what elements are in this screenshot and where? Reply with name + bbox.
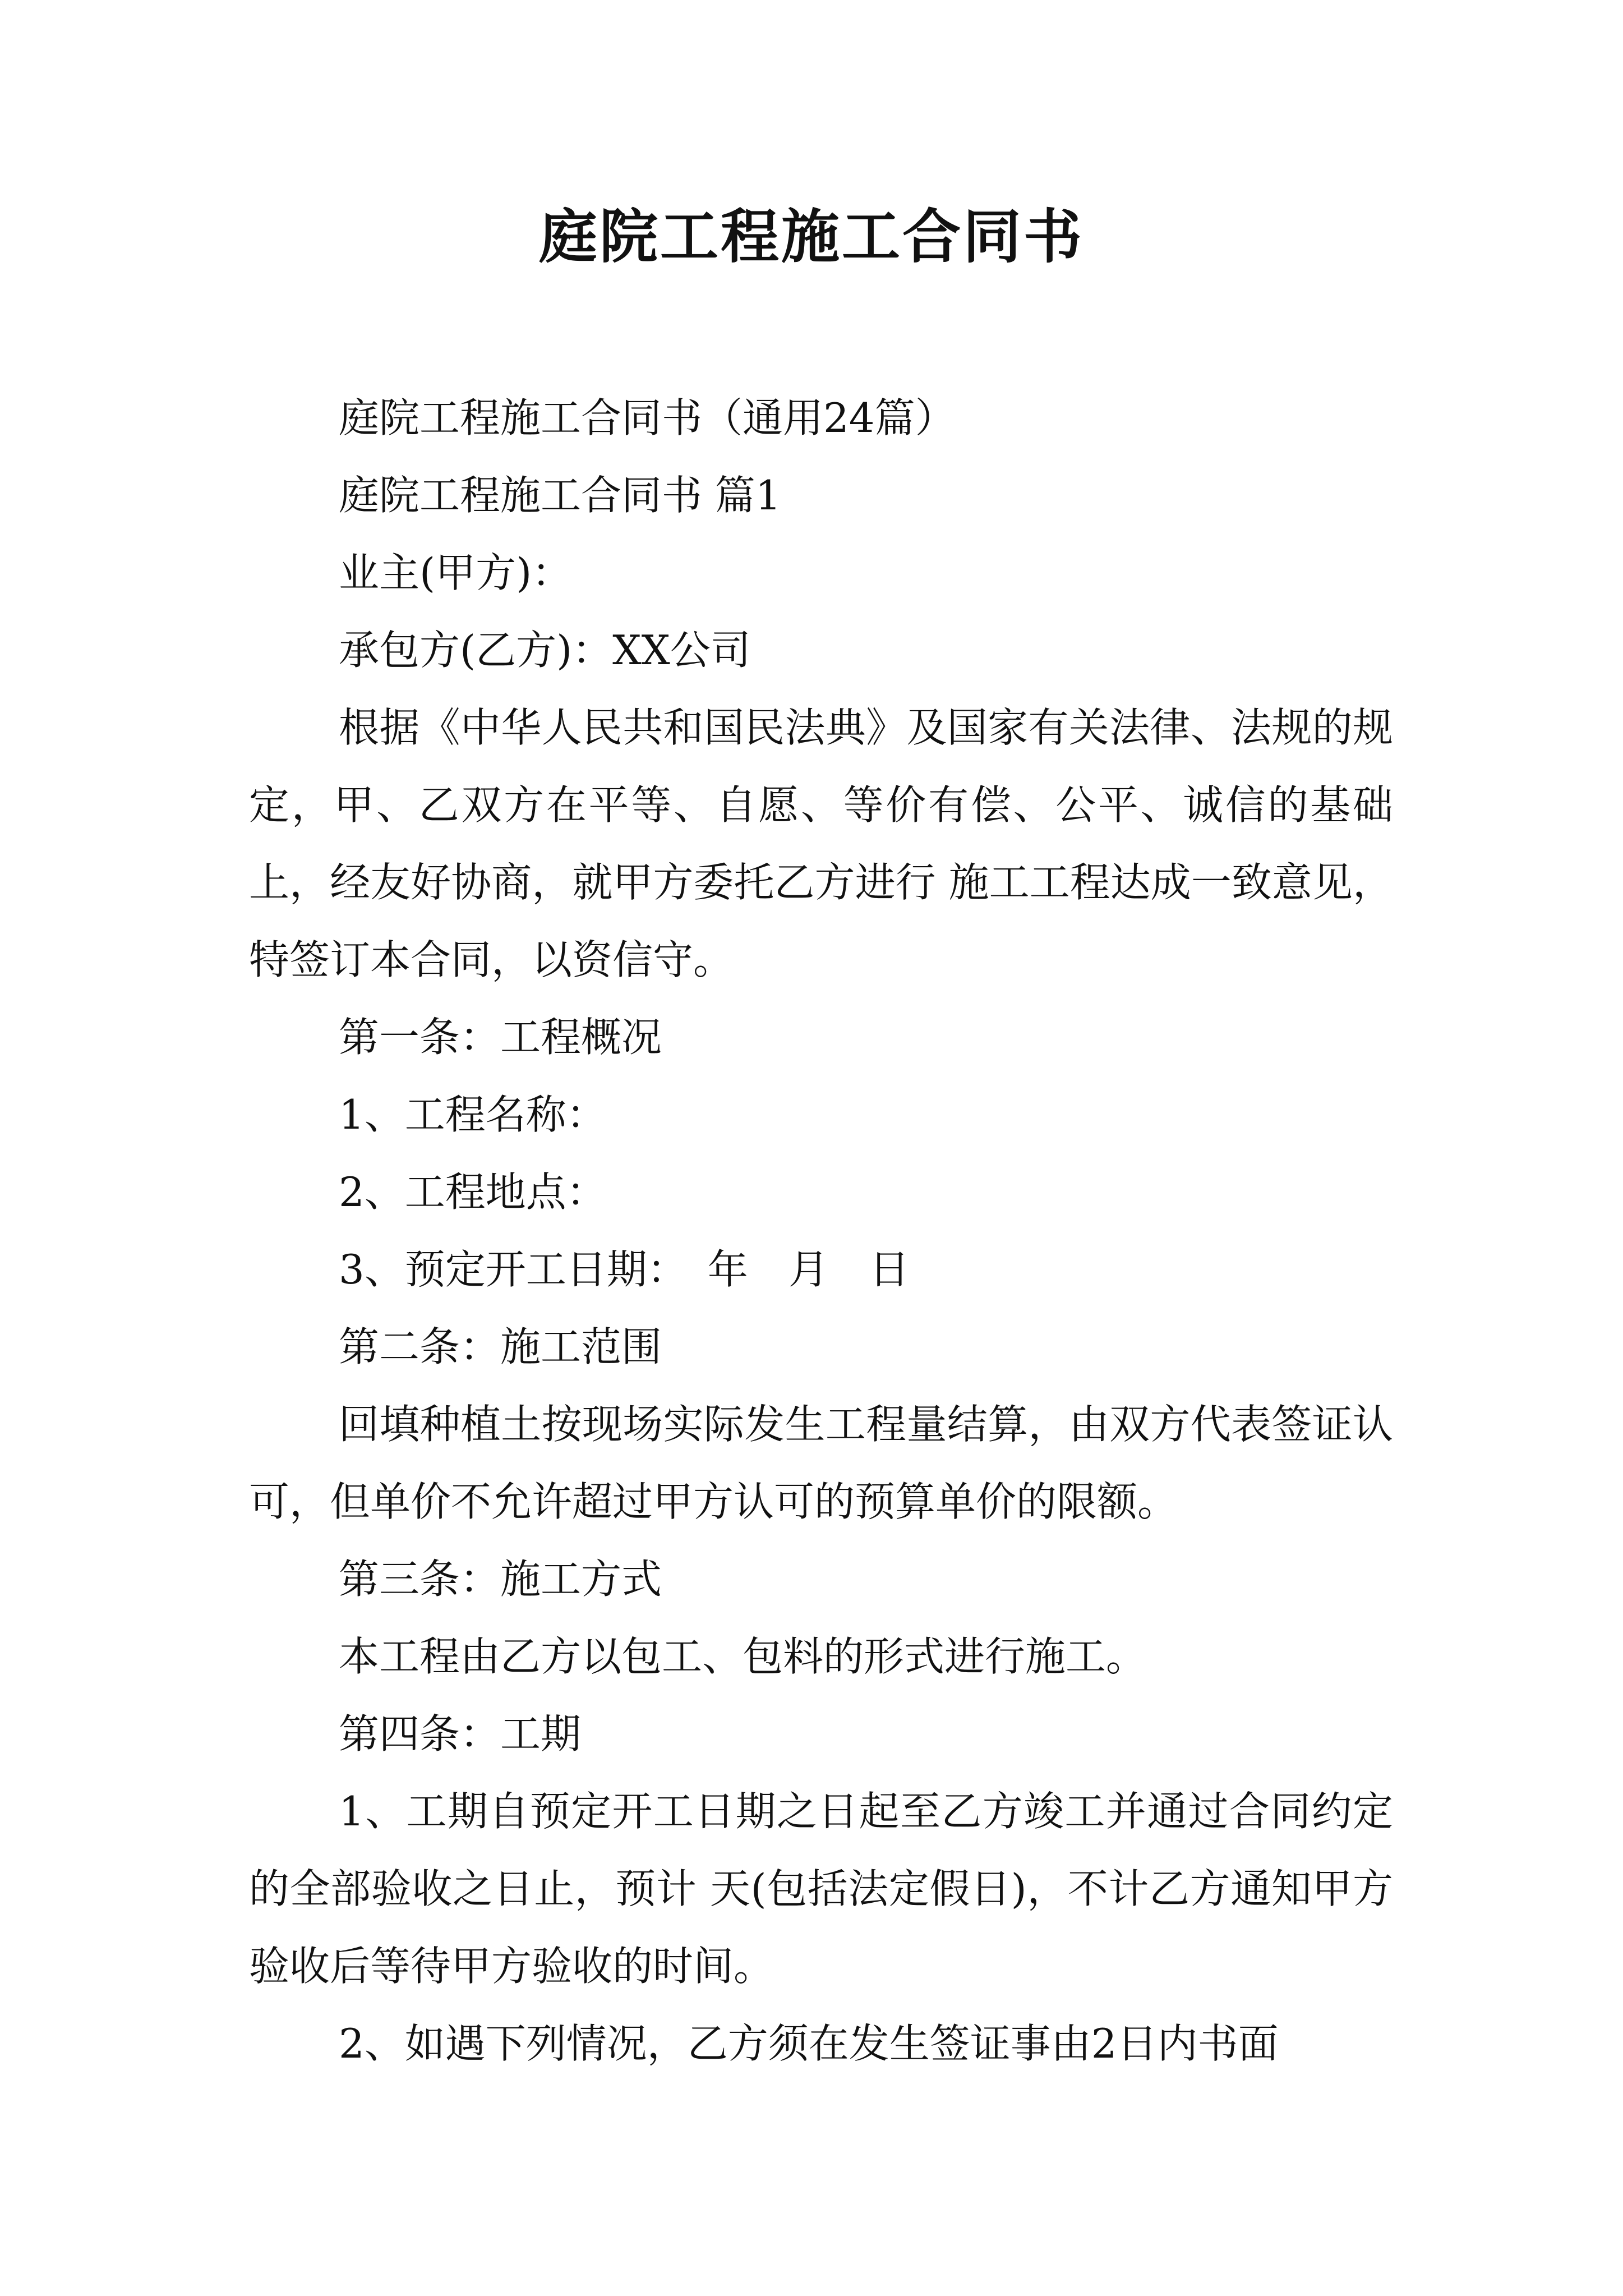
paragraph: 2、如遇下列情况，乙方须在发生签证事由2日内书面 bbox=[339, 2020, 1279, 2067]
paragraph: 第三条：施工方式 bbox=[339, 1556, 662, 1603]
paragraph: 庭院工程施工合同书 篇1 bbox=[339, 472, 781, 519]
paragraph: 第二条：施工范围 bbox=[339, 1323, 662, 1370]
paragraph: 第四条：工期 bbox=[339, 1710, 582, 1757]
paragraph: 根据《中华人民共和国民法典》及国家有关法律、法规的规定，甲、乙双方在平等、自愿、等价有偿、公平、诚信的基础上，经友好协商，就甲方委托乙方进行 施工工程达成一致意见，特签订本合同，以资信守。 bbox=[249, 704, 1393, 983]
paragraph: 1、工期自预定开工日期之日起至乙方竣工并通过合同约定的全部验收之日止，预计 天(包括法定假日)，不计乙方通知甲方验收后等待甲方验收的时间。 bbox=[249, 1788, 1393, 1990]
paragraph: 第一条：工程概况 bbox=[339, 1014, 662, 1061]
paragraph: 回填种植土按现场实际发生工程量结算，由双方代表签证认可，但单价不允许超过甲方认可的预算单价的限额。 bbox=[249, 1401, 1393, 1525]
paragraph: 2、工程地点： bbox=[339, 1168, 607, 1216]
paragraph: 业主(甲方)： bbox=[339, 549, 573, 596]
paragraph: 3、预定开工日期： 年 月 日 bbox=[339, 1246, 910, 1293]
paragraph: 1、工程名称： bbox=[339, 1091, 607, 1138]
document-title: 庭院工程施工合同书 bbox=[538, 202, 1084, 271]
document-body bbox=[249, 379, 1393, 2082]
paragraph: 庭院工程施工合同书（通用24篇） bbox=[339, 394, 956, 441]
paragraph: 承包方(乙方)：XX公司 bbox=[339, 627, 751, 674]
paragraph: 本工程由乙方以包工、包料的形式进行施工。 bbox=[339, 1633, 1147, 1680]
